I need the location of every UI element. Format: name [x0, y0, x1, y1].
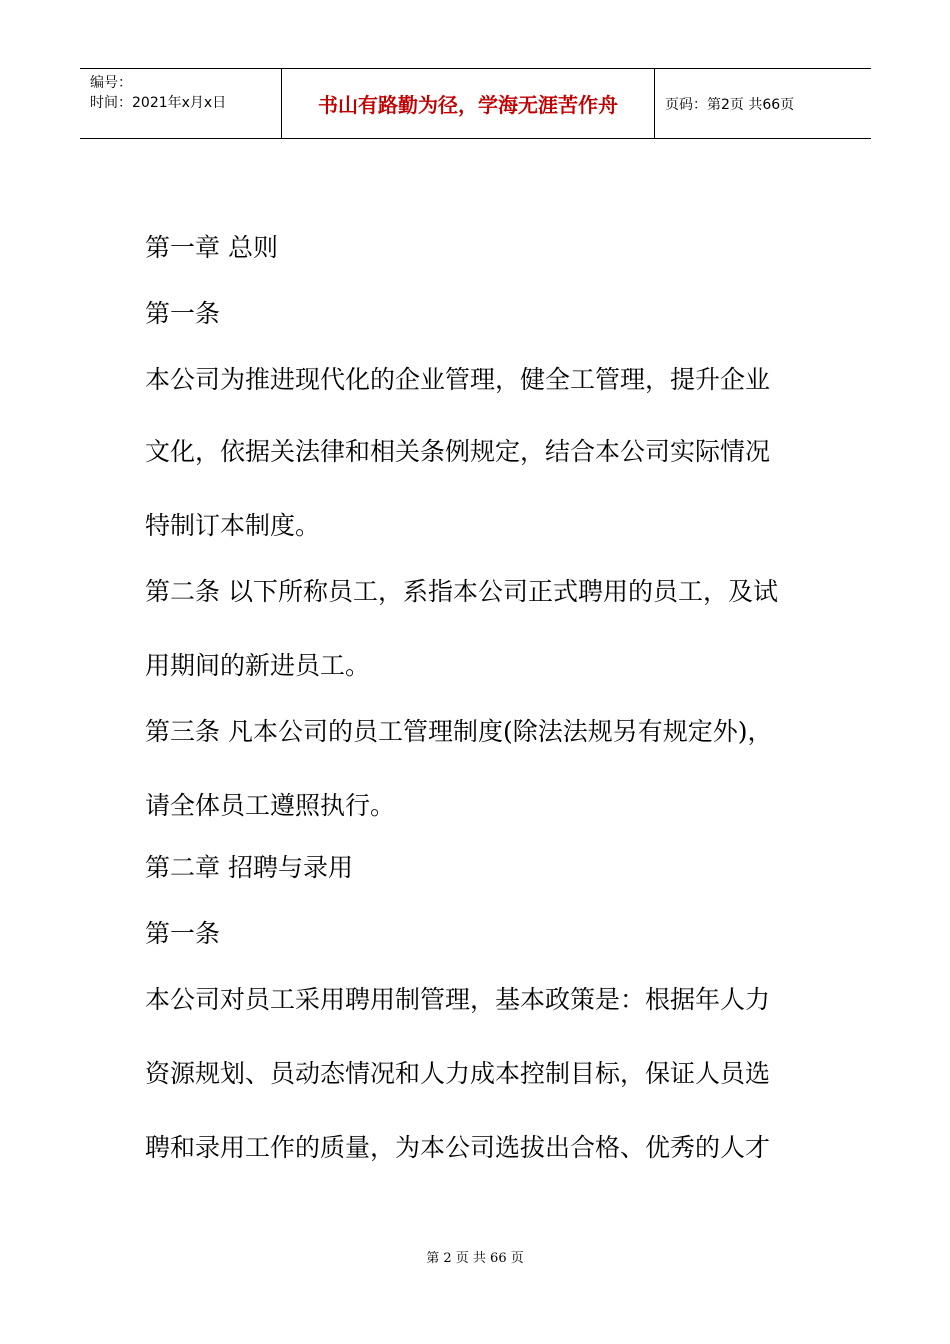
document-date-label: 时间：2021年x月x日	[90, 95, 227, 111]
paragraph-line: 第三条 凡本公司的员工管理制度(除法法规另有规定外)，	[145, 717, 773, 746]
header-page-info: 页码：第2页 共66页	[665, 96, 795, 113]
paragraph-line: 本公司为推进现代化的企业管理，健全工管理，提升企业	[145, 365, 771, 394]
paragraph-line: 用期间的新进员工。	[145, 651, 371, 680]
chapter-heading: 第一章 总则	[145, 233, 278, 262]
paragraph-line: 本公司对员工采用聘用制管理，基本政策是：根据年人力	[145, 985, 771, 1014]
page-header	[80, 68, 871, 139]
article-heading: 第一条	[145, 299, 221, 328]
paragraph-line: 聘和录用工作的质量，为本公司选拔出合格、优秀的人才	[145, 1133, 771, 1162]
page-footer: 第 2 页 共 66 页	[426, 1251, 524, 1266]
paragraph-line: 第二条 以下所称员工，系指本公司正式聘用的员工，及试	[145, 577, 778, 606]
header-meta	[80, 69, 282, 138]
article-heading: 第一条	[145, 919, 221, 948]
paragraph-line: 资源规划、员动态情况和人力成本控制目标，保证人员选	[145, 1059, 771, 1088]
paragraph-line: 请全体员工遵照执行。	[145, 791, 396, 820]
document-number-label: 编号：	[90, 75, 132, 91]
header-motto: 书山有路勤为径，学海无涯苦作舟	[282, 69, 655, 138]
paragraph-line: 特制订本制度。	[145, 511, 321, 540]
paragraph-line: 文化，依据关法律和相关条例规定，结合本公司实际情况	[145, 437, 771, 466]
chapter-heading: 第二章 招聘与录用	[145, 853, 353, 882]
